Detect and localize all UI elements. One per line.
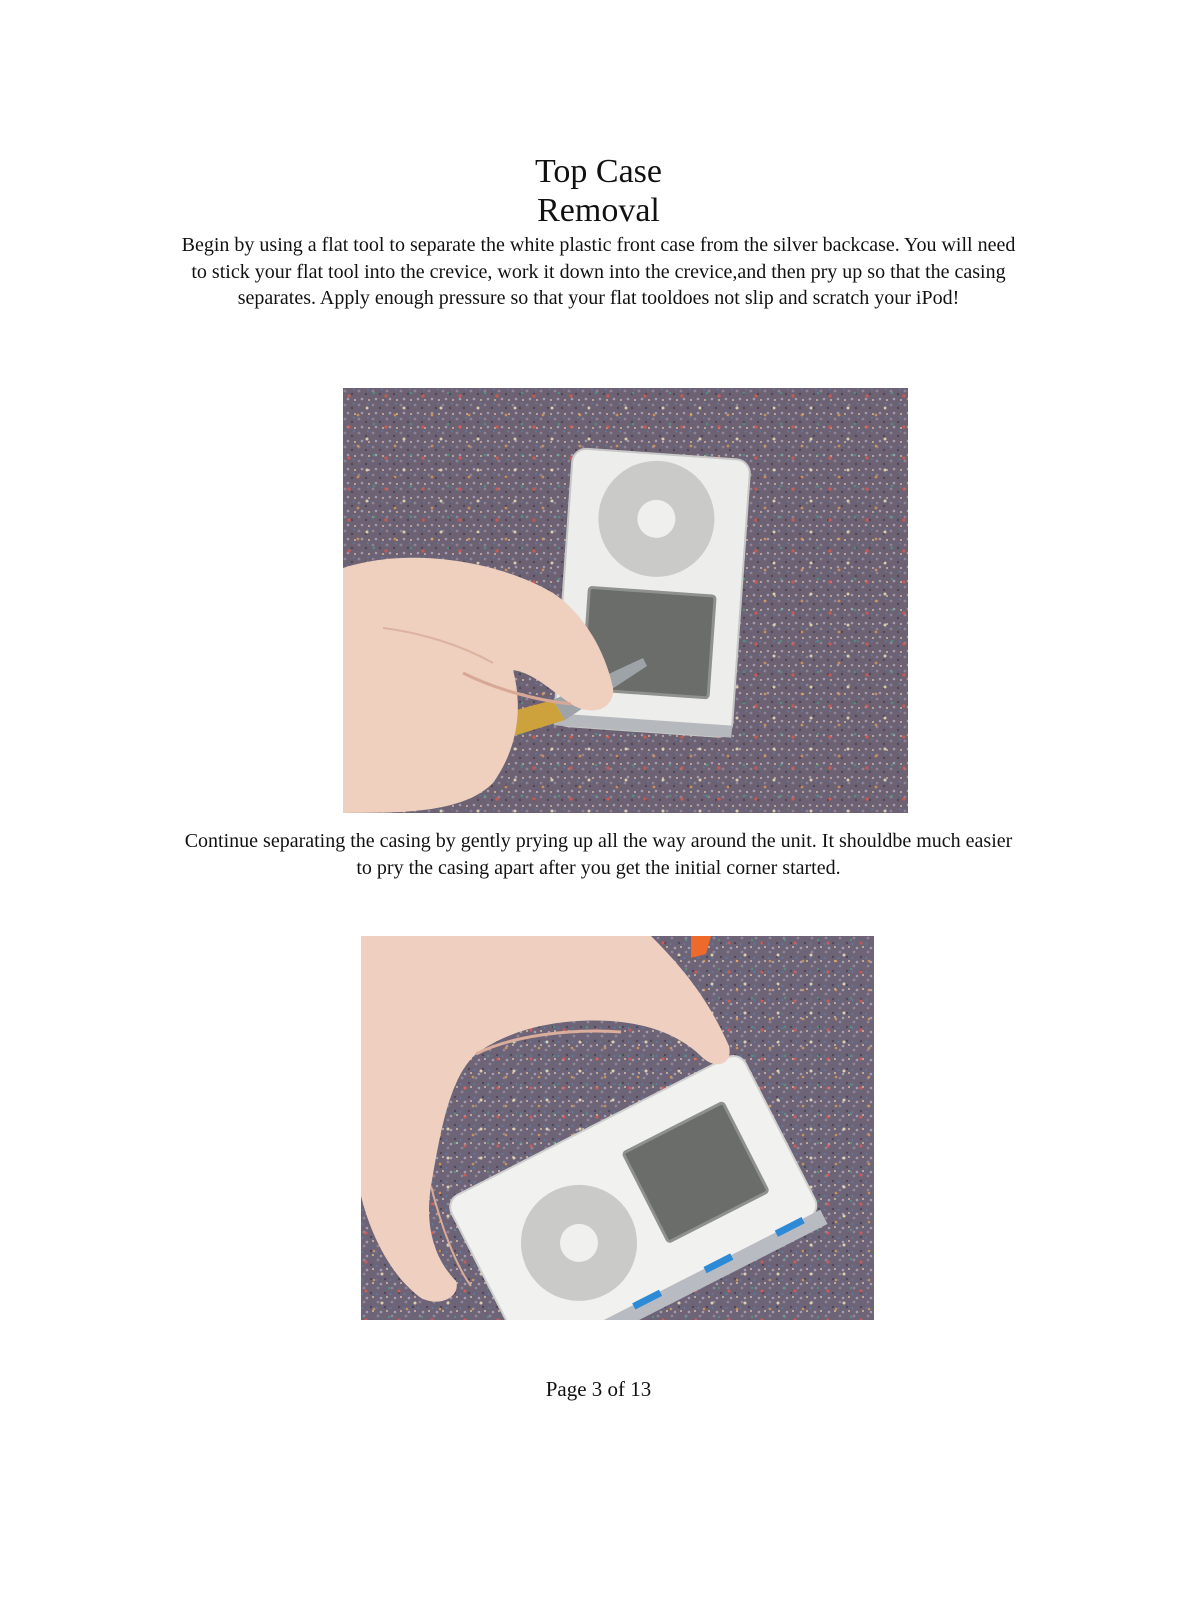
photo-separating-casing-drawing xyxy=(361,936,874,1320)
instruction-paragraph-2: Continue separating the casing by gently prying up all the way around the unit. It shouldbe much easier to pry the casing apart after you get the initial corner started. xyxy=(184,830,1013,879)
page-title xyxy=(0,152,1197,230)
page-number: Page 3 of 13 xyxy=(545,1377,652,1401)
photo-separating-casing xyxy=(361,936,874,1320)
photo-prying-corner-drawing xyxy=(343,388,908,813)
instruction-paragraph-1: Begin by using a flat tool to separate the white plastic front case from the silver backcase. You will need to stick your flat tool into the crevice, work it down into the crevice,and then pry up so that the casing separates. Apply enough pressure so that your flat tooldoes not slip and scratch your iPod! xyxy=(181,234,1016,309)
title-line-1: Top Case xyxy=(535,153,662,190)
title-line-2: Removal xyxy=(537,192,660,229)
photo-prying-corner xyxy=(343,388,908,813)
